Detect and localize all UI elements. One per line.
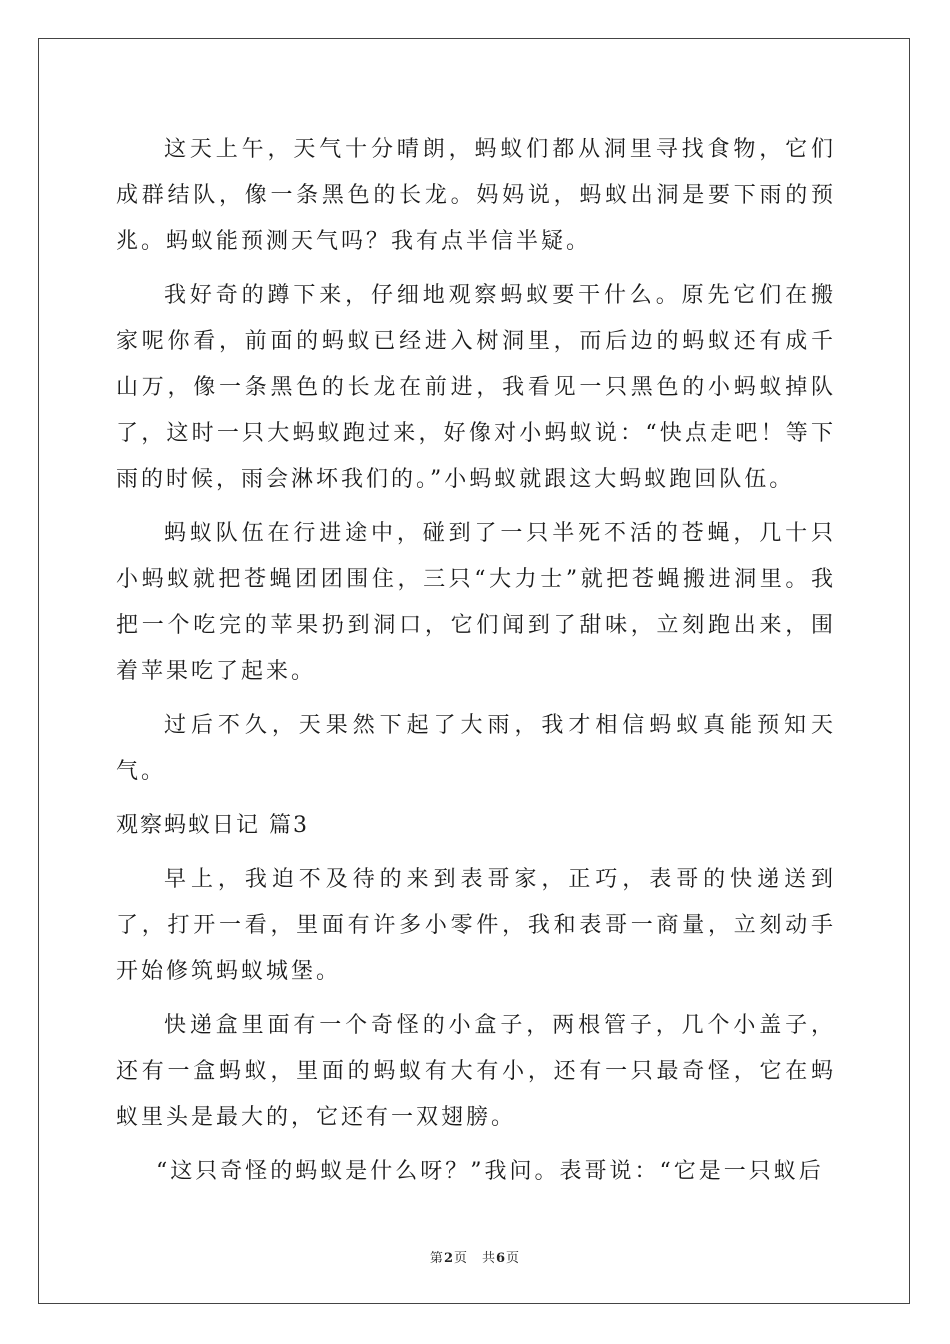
footer-suffix: 页 (506, 1251, 521, 1266)
paragraph-6: 快递盒里面有一个奇怪的小盒子，两根管子，几个小盖子，还有一盒蚂蚁，里面的蚂蚁有大有小，还有一只最奇怪，它在蚂蚁里头是最大的，它还有一双翅膀。 (116, 1013, 836, 1130)
paragraph-7: “这只奇怪的蚂蚁是什么呀？”我问。表哥说：“它是一只蚁后 (156, 1159, 824, 1184)
paragraph-2: 我好奇的蹲下来，仔细地观察蚂蚁要干什么。原先它们在搬家呢你看，前面的蚂蚁已经进入树洞里，而后边的蚂蚁还有成千山万，像一条黑色的长龙在前进，我看见一只黑色的小蚂蚁掉队了，这时一只大蚂蚁跑过来，好像对小蚂蚁说：“快点走吧！等下雨的时候，雨会淋坏我们的。”小蚂蚁就跟这大蚂蚁跑回队伍。 (116, 283, 836, 492)
paragraph-5: 早上，我迫不及待的来到表哥家，正巧，表哥的快递送到了，打开一看，里面有许多小零件，我和表哥一商量，立刻动手开始修筑蚂蚁城堡。 (116, 867, 836, 984)
paragraph-4: 过后不久，天果然下起了大雨，我才相信蚂蚁真能预知天气。 (116, 713, 836, 784)
footer-prefix: 第 (429, 1251, 444, 1266)
document-body (116, 127, 836, 1203)
total-pages-number: 6 (496, 1251, 507, 1266)
paragraph-1: 这天上午，天气十分晴朗，蚂蚁们都从洞里寻找食物，它们成群结队，像一条黑色的长龙。妈妈说，蚂蚁出洞是要下雨的预兆。蚂蚁能预测天气吗？我有点半信半疑。 (116, 137, 836, 254)
current-page-number: 2 (443, 1251, 454, 1266)
footer-middle: 页 共 (453, 1251, 496, 1266)
section-heading: 观察蚂蚁日记 篇3 (116, 813, 309, 838)
paragraph-3: 蚂蚁队伍在行进途中，碰到了一只半死不活的苍蝇，几十只小蚂蚁就把苍蝇团团围住，三只“大力士”就把苍蝇搬进洞里。我把一个吃完的苹果扔到洞口，它们闻到了甜味，立刻跑出来，围着苹果吃了起来。 (116, 521, 836, 684)
page-footer (0, 1247, 950, 1266)
